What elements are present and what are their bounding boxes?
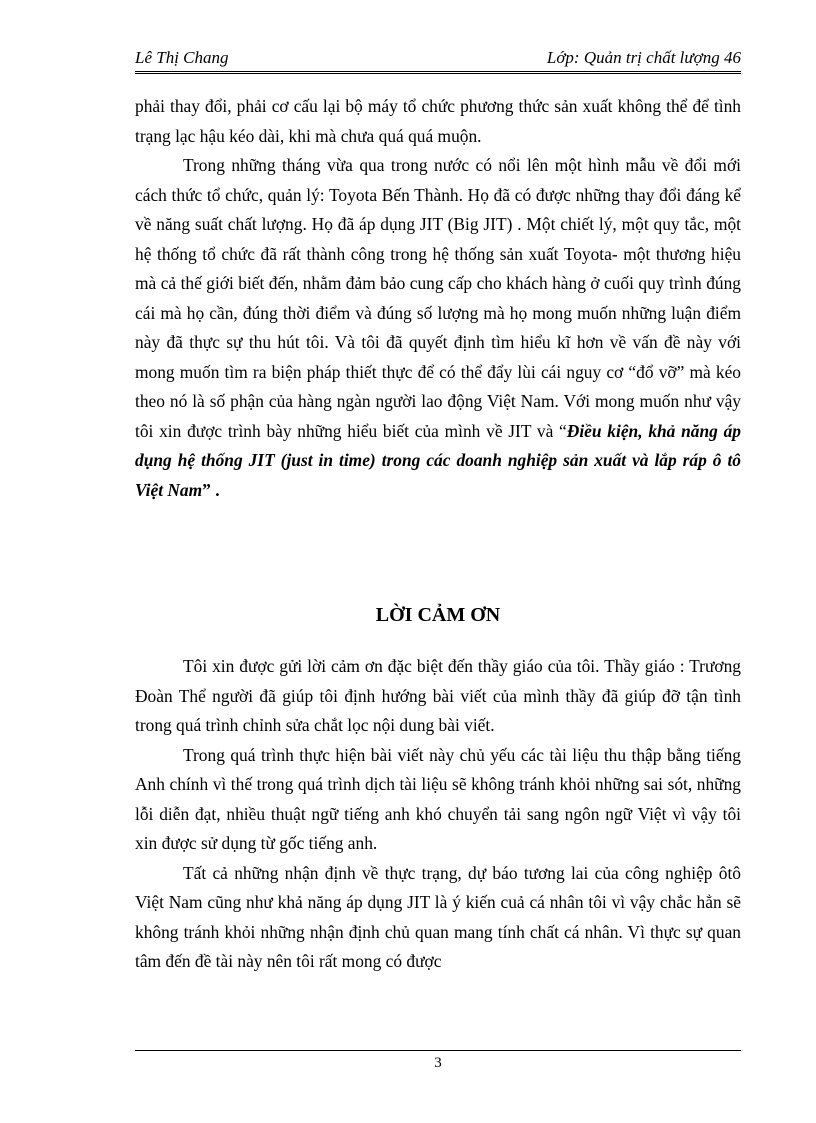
page-body [135,92,741,977]
intro-paragraph-2 [135,151,741,505]
page-header [135,48,741,72]
ack-paragraph-3: Tất cả những nhận định về thực trạng, dự báo tương lai của công nghiệp ôtô Việt Nam cũng như khả năng áp dụng JIT là ý kiến cuả cá nhân tôi vì vậy chắc hẳn sẽ không tránh khỏi những nhận định chủ quan mang tính chất cá nhân. Vì thực sự quan tâm đến đề tài này nên tôi rất mong có được [135,862,741,971]
ack-paragraph-2: Trong quá trình thực hiện bài viết này chủ yếu các tài liệu thu thập bằng tiếng Anh chính vì thế trong quá trình dịch tài liệu sẽ không tránh khỏi những sai sót, những lỗi diễn đạt, nhiều thuật ngữ tiếng anh khó chuyển tải sang ngôn ngữ Việt vì vậy tôi xin được sử dụng từ gốc tiếng anh. [135,744,741,853]
ack-paragraph-1: Tôi xin được gửi lời cảm ơn đặc biệt đến thầy giáo của tôi. Thầy giáo : Trương Đoàn Thể người đã giúp tôi định hướng bài viết của mình thầy đã giúp đỡ tận tình trong quá trình chỉnh sửa chắt lọc nội dung bài viết. [135,656,741,735]
header-rule [135,71,741,72]
intro-paragraph-2-text: Trong những tháng vừa qua trong nước có nổi lên một hình mẫu về đổi mới cách thức tổ chức, quản lý: Toyota Bến Thành. Họ đã có được những thay đổi đáng kể về năng suất chất lượng. Họ đã áp dụng JIT (Big JIT) . Một chiết lý, một quy tắc, một hệ thống tổ chức đã rất thành công trong hệ thống sản xuất Toyota- một thương hiệu mà cả thế giới biết đến, nhằm đảm bảo cung cấp cho khách hàng ở cuối quy trình đúng cái mà họ cần, đúng thời điểm và đúng số lượng mà họ mong muốn những luận điểm này đã thực sự thu hút tôi. Và tôi đã quyết định tìm hiểu kĩ hơn về vấn đề này với mong muốn tìm ra biện pháp thiết thực để có thể đẩy lùi cái nguy cơ “đổ vỡ” mà kéo theo nó là số phận của hàng ngàn người lao động Việt Nam. Với mong muốn như vậy tôi xin được trình bày những hiểu biết của mình về JIT và “ [135,155,741,441]
acknowledgement-heading: LỜI CẢM ƠN [375,604,501,626]
header-class: Lớp: Quản trị chất lượng 46 [546,48,741,67]
intro-paragraph-2-end: ” . [202,479,220,500]
header-author: Lê Thị Chang [135,48,229,67]
page-number: 3 [434,1055,442,1071]
intro-paragraph-1: phải thay đổi, phải cơ cấu lại bộ máy tổ chức phương thức sản xuất không thể để tình trạng lạc hậu kéo dài, khi mà chưa quá quá muộn. [135,96,741,146]
footer-rule [135,1050,741,1051]
thesis-title: Điều kiện, khả năng áp dụng hệ thống JIT (just in time) trong các doanh nghiệp sản xuất và lắp ráp ô tô Việt Nam [135,420,741,500]
header-rule-double [135,73,741,74]
